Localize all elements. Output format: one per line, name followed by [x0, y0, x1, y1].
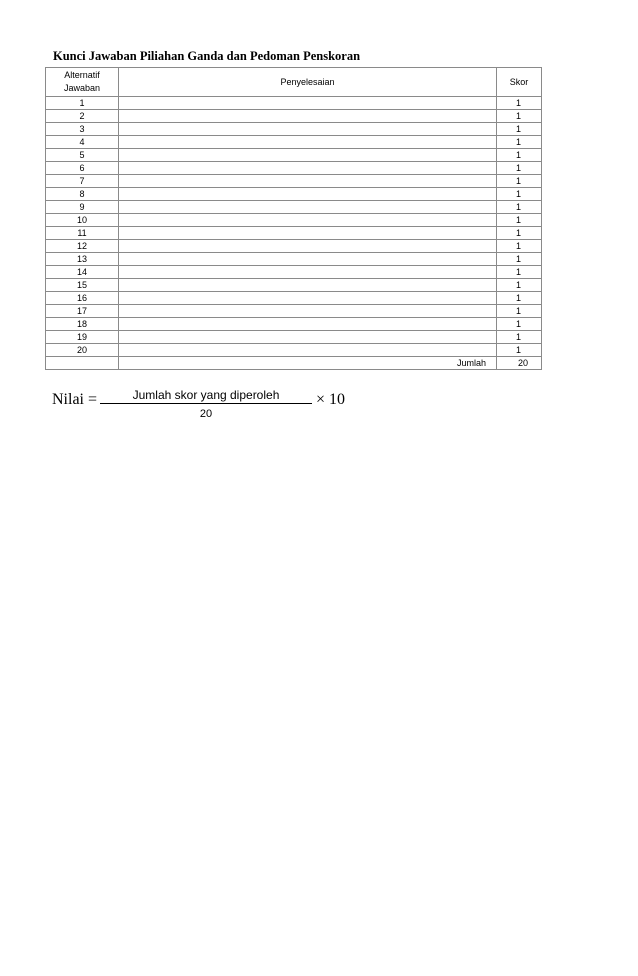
table-row	[46, 162, 542, 175]
table-row	[46, 214, 542, 227]
table-row	[46, 253, 542, 266]
row-penyelesaian	[119, 318, 497, 331]
row-penyelesaian	[119, 344, 497, 357]
answer-key-table	[45, 67, 542, 370]
row-skor: 1	[497, 214, 542, 227]
row-penyelesaian	[119, 201, 497, 214]
row-number: 5	[46, 149, 119, 162]
row-number: 17	[46, 305, 119, 318]
table-row	[46, 110, 542, 123]
table-row	[46, 279, 542, 292]
row-number: 6	[46, 162, 119, 175]
row-penyelesaian	[119, 292, 497, 305]
row-penyelesaian	[119, 331, 497, 344]
total-row-empty-cell	[46, 357, 119, 370]
row-skor: 1	[497, 97, 542, 110]
row-number: 18	[46, 318, 119, 331]
table-row	[46, 175, 542, 188]
table-row	[46, 227, 542, 240]
row-number: 13	[46, 253, 119, 266]
total-row	[46, 357, 542, 370]
row-penyelesaian	[119, 110, 497, 123]
jumlah-label: Jumlah	[119, 357, 497, 370]
page-title: Kunci Jawaban Piliahan Ganda dan Pedoman Penskoran	[53, 49, 361, 63]
row-skor: 1	[497, 292, 542, 305]
table-row	[46, 97, 542, 110]
row-skor: 1	[497, 188, 542, 201]
row-skor: 1	[497, 279, 542, 292]
row-number: 16	[46, 292, 119, 305]
row-number: 2	[46, 110, 119, 123]
row-number: 7	[46, 175, 119, 188]
header-alternatif-jawaban: Alternatif Jawaban	[46, 68, 119, 97]
row-number: 10	[46, 214, 119, 227]
row-number: 8	[46, 188, 119, 201]
formula-denominator: 20	[199, 408, 213, 420]
row-penyelesaian	[119, 162, 497, 175]
row-skor: 1	[497, 253, 542, 266]
table-row	[46, 305, 542, 318]
row-penyelesaian	[119, 266, 497, 279]
row-number: 1	[46, 97, 119, 110]
row-skor: 1	[497, 266, 542, 279]
row-skor: 1	[497, 136, 542, 149]
row-number: 19	[46, 331, 119, 344]
row-penyelesaian	[119, 214, 497, 227]
table-row	[46, 266, 542, 279]
formula-numerator: Jumlah skor yang diperoleh	[100, 388, 312, 404]
row-skor: 1	[497, 227, 542, 240]
row-skor: 1	[497, 201, 542, 214]
table-row	[46, 331, 542, 344]
row-number: 11	[46, 227, 119, 240]
row-penyelesaian	[119, 240, 497, 253]
row-penyelesaian	[119, 97, 497, 110]
row-number: 14	[46, 266, 119, 279]
row-penyelesaian	[119, 305, 497, 318]
row-number: 4	[46, 136, 119, 149]
header-penyelesaian: Penyelesaian	[119, 68, 497, 97]
row-number: 15	[46, 279, 119, 292]
row-skor: 1	[497, 305, 542, 318]
row-skor: 1	[497, 149, 542, 162]
table-row	[46, 344, 542, 357]
table-row	[46, 149, 542, 162]
row-skor: 1	[497, 344, 542, 357]
formula-fraction	[100, 388, 312, 421]
row-penyelesaian	[119, 188, 497, 201]
table-row	[46, 292, 542, 305]
table-header-row	[46, 68, 542, 97]
table-row	[46, 136, 542, 149]
row-penyelesaian	[119, 123, 497, 136]
formula-rhs: × 10	[316, 391, 346, 408]
header-skor: Skor	[497, 68, 542, 97]
row-number: 12	[46, 240, 119, 253]
jumlah-total: 20	[497, 357, 542, 370]
row-number: 3	[46, 123, 119, 136]
table-row	[46, 201, 542, 214]
formula-lhs: Nilai =	[52, 391, 98, 408]
row-penyelesaian	[119, 149, 497, 162]
table-row	[46, 123, 542, 136]
row-number: 9	[46, 201, 119, 214]
table-row	[46, 318, 542, 331]
row-skor: 1	[497, 110, 542, 123]
row-penyelesaian	[119, 175, 497, 188]
row-skor: 1	[497, 123, 542, 136]
row-penyelesaian	[119, 227, 497, 240]
row-skor: 1	[497, 240, 542, 253]
row-skor: 1	[497, 331, 542, 344]
table-row	[46, 240, 542, 253]
table-row	[46, 188, 542, 201]
row-skor: 1	[497, 162, 542, 175]
row-skor: 1	[497, 175, 542, 188]
row-penyelesaian	[119, 136, 497, 149]
row-number: 20	[46, 344, 119, 357]
row-penyelesaian	[119, 279, 497, 292]
row-penyelesaian	[119, 253, 497, 266]
row-skor: 1	[497, 318, 542, 331]
